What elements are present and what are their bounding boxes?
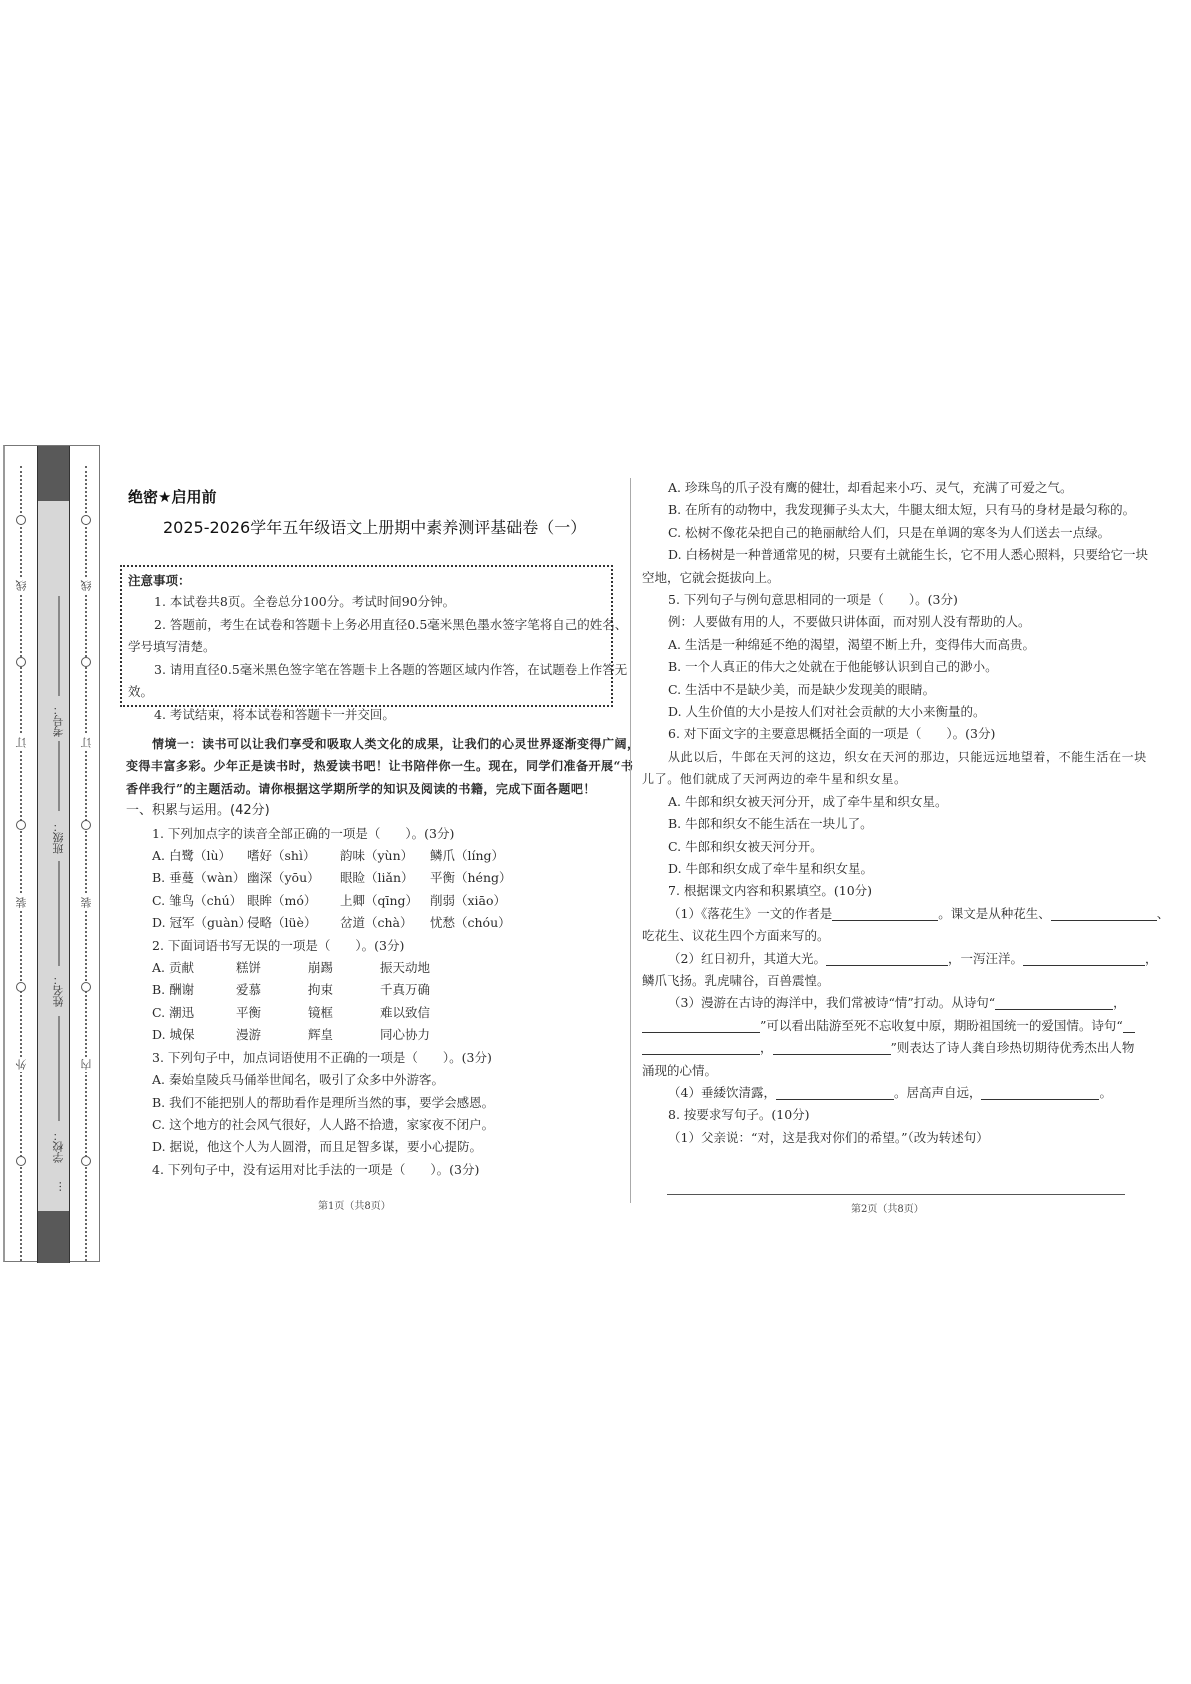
school-label: 学校： [52, 1130, 65, 1163]
q1-c-1: C. 雏鸟（chú） [152, 892, 243, 908]
inner-marker-nei: 内 [80, 1059, 93, 1070]
q2-b-1: B. 酬谢 [152, 982, 195, 998]
q5-example: 例：人要做有用的人，不要做只讲体面，而对别人没有帮助的人。 [668, 614, 1031, 630]
q6-stem: 6. 对下面文字的主要意思概括全面的一项是（ ）。(3分) [668, 726, 996, 742]
q6-option-a: A. 牛郎和织女被天河分开，成了牵牛星和织女星。 [668, 793, 948, 809]
q1-options [126, 845, 626, 935]
section-1-heading: 一、积累与运用。(42分) [126, 803, 270, 819]
q1-a-4: 鳞爪（líng） [430, 848, 505, 864]
context-line-3: 香伴我行”的主题活动。请你根据这学期所学的知识及阅读的书籍，完成下面各题吧！ [126, 781, 596, 796]
outer-marker-zhuang: 装 [15, 897, 28, 908]
q7-3-blank-2[interactable] [642, 1018, 760, 1033]
q1-b-4: 平衡（héng） [430, 870, 512, 886]
q7-3-text-c: ”可以看出陆游至死不忘收复中原，期盼祖国统一的爱国情。诗句“ [760, 1017, 1123, 1033]
q5-stem: 5. 下列句子与例句意思相同的一项是（ ）。(3分) [668, 592, 958, 608]
q2-a-2: 糕饼 [236, 960, 262, 976]
q1-b-3: 眼睑（liǎn） [340, 870, 414, 886]
q5-option-d: D. 人生价值的大小是按人们对社会贡献的大小来衡量的。 [668, 704, 986, 720]
ellipsis: … [51, 1181, 64, 1192]
outer-marker-xian: 线 [15, 580, 28, 591]
q2-c-2: 平衡 [236, 1004, 262, 1020]
q8-1-prompt: （1）父亲说：“对，这是我对你们的希望。”（改为转述句） [668, 1129, 989, 1145]
right-page-body [642, 477, 1170, 1149]
q7-3-blank-3a[interactable] [1123, 1018, 1135, 1033]
q2-b-3: 拘束 [308, 982, 334, 998]
q1-a-2: 嗜好（shì） [247, 848, 316, 864]
q7-2-text-d: 鳞爪飞扬。乳虎啸谷，百兽震惶。 [642, 972, 830, 988]
notice-item-3-cont: 效。 [128, 684, 154, 700]
q7-2-text-b: ，一泻汪洋。 [947, 950, 1023, 966]
q7-3-blank-4[interactable] [773, 1040, 891, 1055]
ring-icon [81, 515, 91, 525]
q7-4-blank-1[interactable] [776, 1085, 894, 1100]
q6-option-c: C. 牛郎和织女被天河分开。 [668, 838, 823, 854]
q4-option-b: B. 在所有的动物中，我发现狮子头太大，牛腿太细太短，只有马的身材是最匀称的。 [668, 502, 1136, 518]
q2-d-1: D. 城保 [152, 1027, 195, 1043]
q7-1-text-d: 吃花生、议花生四个方面来写的。 [642, 928, 830, 944]
q2-d-2: 漫游 [236, 1027, 262, 1043]
q7-4-text-a: （4）垂緌饮清露， [668, 1084, 776, 1100]
q6-option-b: B. 牛郎和织女不能生活在一块儿了。 [668, 816, 873, 832]
inner-marker-zhuang: 装 [80, 897, 93, 908]
page-divider [630, 478, 631, 1203]
q6-passage-2: 儿了。他们就成了天河两边的牵牛星和织女星。 [642, 772, 907, 787]
q1-b-1: B. 垂蔓（wàn） [152, 870, 246, 886]
q7-1-text-c: 、 [1156, 905, 1170, 921]
ring-icon [16, 982, 26, 992]
class-label: 班级： [52, 821, 65, 854]
q6-option-d: D. 牛郎和织女成了牵牛星和织女星。 [668, 860, 874, 876]
q7-4-text-c: 。 [1099, 1084, 1112, 1100]
q7-3-text-a: （3）漫游在古诗的海洋中，我们常被诗“情”打动。从诗句“ [668, 995, 996, 1011]
name-label: 姓名： [52, 974, 65, 1007]
q1-d-1: D. 冠军（guàn） [152, 915, 252, 931]
q7-3-blank-3[interactable] [642, 1040, 760, 1055]
outer-marker-wai: 外 [15, 1059, 28, 1070]
binding-strip-top [37, 446, 70, 501]
q3-option-a: A. 秦始皇陵兵马俑举世闻名，吸引了众多中外游客。 [152, 1072, 444, 1088]
q1-a-1: A. 白鹭（lù） [152, 848, 232, 864]
notice-item-2: 2. 答题前，考生在试卷和答题卡上务必用直径0.5毫米黑色墨水签字笔将自己的姓名、 [154, 616, 628, 632]
q7-2-blank-1[interactable] [826, 951, 948, 966]
notice-item-4: 4. 考试结束，将本试卷和答题卡一并交回。 [154, 706, 395, 722]
q7-2-text-a: （2）红日初升，其道大光。 [668, 950, 826, 966]
q2-stem: 2. 下面词语书写无误的一项是（ ）。(3分) [152, 937, 405, 953]
exam-number-label: 考号： [52, 704, 65, 737]
q5-option-a: A. 生活是一种绵延不绝的渴望，渴望不断上升，变得伟大而高贵。 [668, 636, 1035, 652]
q7-4-text-b: 。居高声自远， [893, 1084, 982, 1100]
q6-passage-1: 从此以后，牛郎在天河的这边，织女在天河的那边，只能远远地望着，不能生活在一块 [668, 749, 1147, 764]
inner-marker-xian: 线 [80, 580, 93, 591]
q2-b-2: 爱慕 [236, 982, 262, 998]
q1-c-4: 削弱（xiāo） [430, 892, 507, 908]
q7-2-blank-2[interactable] [1023, 951, 1145, 966]
binding-strip-fields [37, 501, 70, 1211]
page-number-1: 第1页（共8页） [318, 1201, 391, 1212]
q7-3-text-b: ， [1113, 995, 1126, 1011]
notice-box [120, 565, 628, 722]
q2-c-4: 难以致信 [380, 1004, 431, 1020]
q2-c-1: C. 潮迅 [152, 1004, 195, 1020]
q7-4-blank-2[interactable] [981, 1085, 1099, 1100]
q7-3-text-e: ”则表达了诗人龚自珍热切期待优秀杰出人物 [890, 1040, 1135, 1056]
q1-c-3: 上卿（qīng） [340, 892, 419, 908]
context-line-1: 情境一：读书可以让我们享受和吸取人类文化的成果，让我们的心灵世界逐渐变得广阔， [152, 737, 640, 751]
ring-icon [81, 820, 91, 830]
exam-number-field[interactable] [58, 596, 60, 696]
exam-number-field-ext[interactable] [58, 741, 60, 811]
q7-1-text-a: （1）《落花生》一文的作者是 [668, 905, 833, 921]
ring-icon [81, 982, 91, 992]
q5-option-b: B. 一个人真正的伟大之处就在于他能够认识到自己的渺小。 [668, 659, 998, 675]
left-page-body [126, 733, 640, 1181]
binding-margin [3, 445, 100, 1262]
q7-3-blank-1[interactable] [995, 995, 1113, 1010]
q7-1-blank-author[interactable] [832, 906, 938, 921]
notice-item-1: 1. 本试卷共8页。全卷总分100分。考试时间90分钟。 [154, 594, 456, 609]
ring-icon [81, 1156, 91, 1166]
q7-1-blank-2[interactable] [1051, 906, 1157, 921]
q7-2-text-c: ， [1144, 950, 1158, 966]
q2-options [126, 957, 626, 1047]
q1-d-4: 忧愁（chóu） [430, 915, 511, 931]
q4-option-d-cont: 空地，它就会挺拔向上。 [642, 569, 780, 585]
context-line-2: 变得丰富多彩。少年正是读书时，热爱读书吧！让书陪伴你一生。现在，同学们准备开展“书 [126, 759, 634, 774]
q4-option-d: D. 白杨树是一种普通常见的树，只要有土就能生长，它不用人悉心照料，只要给它一块 [668, 547, 1149, 563]
q5-option-c: C. 生活中不是缺少美，而是缺少发现美的眼睛。 [668, 681, 936, 697]
q3-option-d: D. 据说，他这个人为人圆滑，而且足智多谋，要小心提防。 [152, 1139, 483, 1155]
ring-icon [16, 515, 26, 525]
binding-strip-bottom [37, 1211, 70, 1263]
name-field[interactable] [58, 1016, 60, 1121]
q1-a-3: 韵味（yùn） [340, 848, 414, 864]
ring-icon [16, 1156, 26, 1166]
q1-d-2: 侵略（lüè） [247, 915, 317, 931]
q1-stem: 1. 下列加点字的读音全部正确的一项是（ ）。(3分) [152, 825, 455, 841]
q7-3-text-d: ， [760, 1040, 773, 1056]
ring-icon [16, 657, 26, 667]
outer-marker-ding: 订 [15, 737, 28, 748]
q4-option-a: A. 珍珠鸟的爪子没有鹰的健壮，却看起来小巧、灵气，充满了可爱之气。 [668, 480, 1073, 495]
inner-marker-ding: 订 [80, 737, 93, 748]
q2-b-4: 千真万确 [380, 982, 431, 998]
q7-stem: 7. 根据课文内容和积累填空。(10分) [668, 883, 873, 899]
q2-d-3: 辉皇 [308, 1027, 334, 1043]
q1-d-3: 岔道（chà） [340, 915, 413, 931]
q4-option-c: C. 松树不像花朵把自己的艳丽献给人们，只是在单调的寒冬为人们送去一点绿。 [668, 524, 1111, 540]
q2-a-4: 振天动地 [380, 960, 431, 976]
notice-item-2-cont: 学号填写清楚。 [128, 639, 216, 655]
class-field[interactable] [58, 861, 60, 966]
q8-stem: 8. 按要求写句子。(10分) [668, 1107, 810, 1123]
q1-b-2: 幽深（yōu） [247, 870, 320, 886]
exam-title: 2025-2026学年五年级语文上册期中素养测评基础卷（一） [163, 518, 587, 537]
q4-stem: 4. 下列句子中，没有运用对比手法的一项是（ ）。(3分) [152, 1161, 480, 1177]
page-number-2: 第2页（共8页） [851, 1204, 924, 1215]
q8-1-answer-line[interactable] [667, 1194, 1125, 1195]
q2-c-3: 镜框 [308, 1004, 334, 1020]
q7-1-text-b: 。课文是从种花生、 [938, 905, 1051, 921]
q3-option-b: B. 我们不能把别人的帮助看作是理所当然的事，要学会感恩。 [152, 1094, 495, 1110]
notice-heading: 注意事项： [128, 573, 191, 588]
q3-stem: 3. 下列句子中，加点词语使用不正确的一项是（ ）。(3分) [152, 1049, 492, 1065]
q7-3-text-f: 涌现的心情。 [642, 1062, 718, 1078]
confidential-label: 绝密★启用前 [128, 488, 217, 506]
q2-a-1: A. 贡献 [152, 960, 194, 976]
notice-item-3: 3. 请用直径0.5毫米黑色签字笔在答题卡上各题的答题区域内作答，在试题卷上作答无 [154, 661, 628, 677]
q1-c-2: 眼眸（mó） [247, 892, 317, 908]
ring-icon [81, 657, 91, 667]
q2-a-3: 崩踢 [308, 960, 334, 976]
ring-icon [16, 820, 26, 830]
q3-option-c: C. 这个地方的社会风气很好，人人路不拾遗，家家夜不闭户。 [152, 1116, 495, 1132]
q2-d-4: 同心协力 [380, 1027, 431, 1043]
